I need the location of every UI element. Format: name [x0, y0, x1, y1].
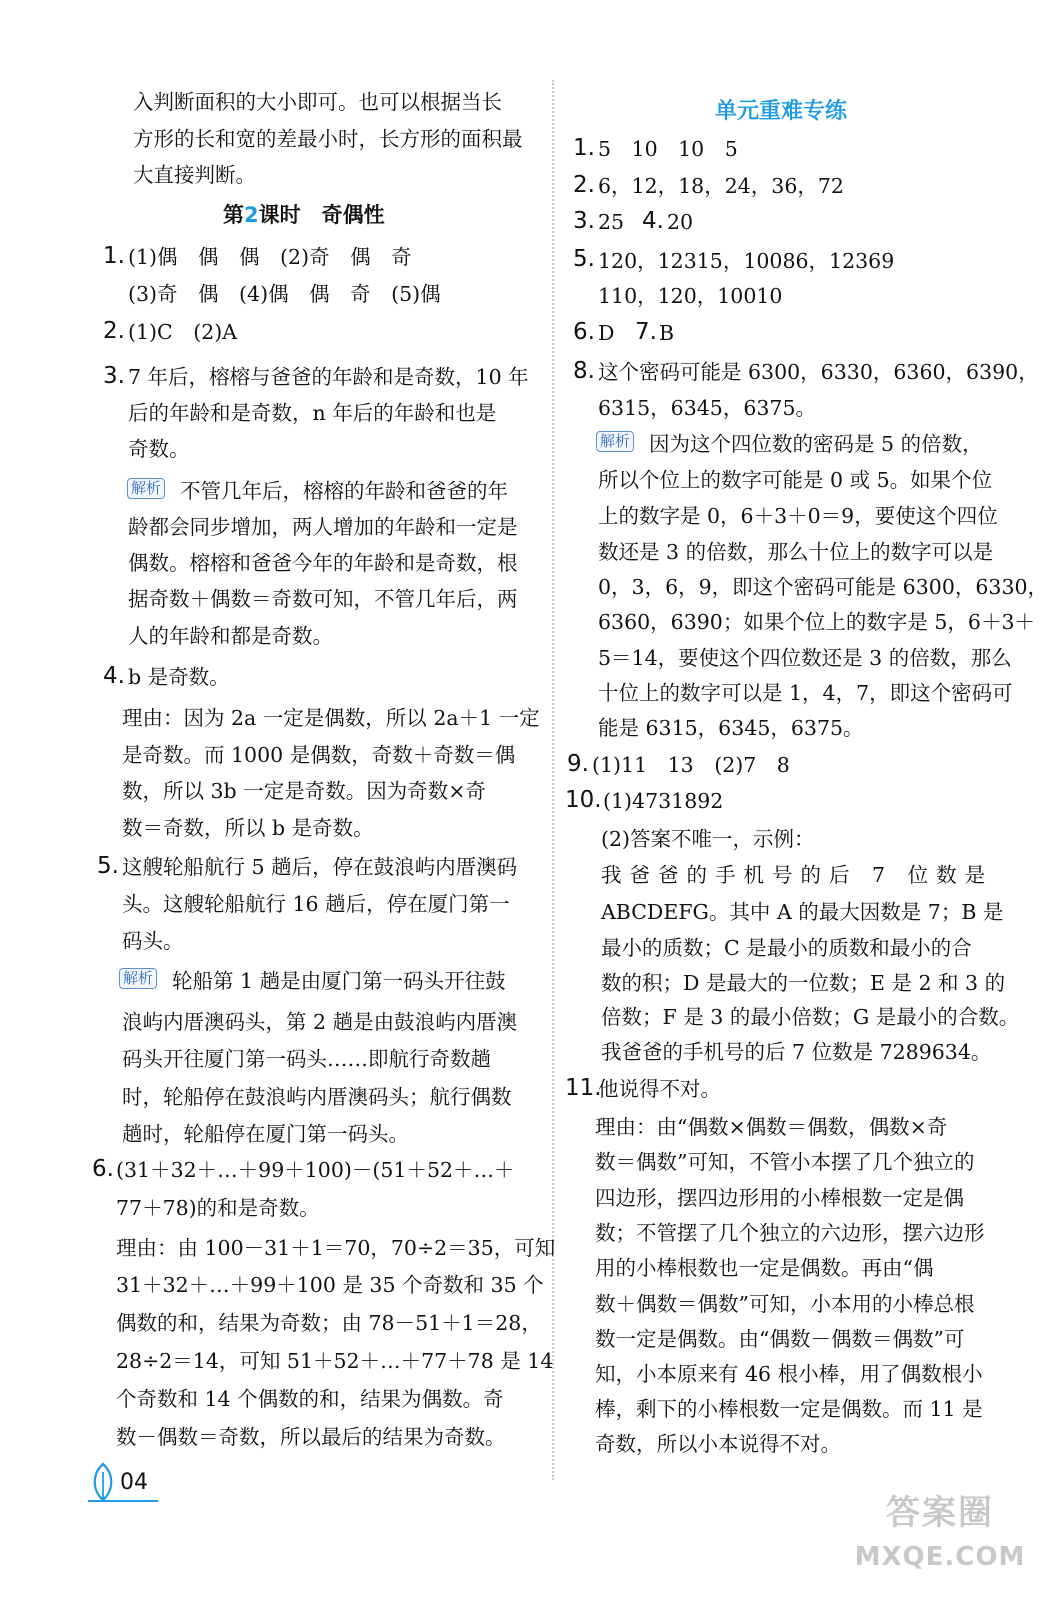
r-q3-number: 3. — [573, 208, 595, 234]
q6-line-2: 77＋78)的和是奇数。 — [116, 1196, 320, 1220]
q5-line-1: 这艘轮船航行 5 趟后，停在鼓浪屿内厝澳码 — [122, 855, 518, 879]
r-q11-line-10: 棒，剩下的小棒根数一定是偶数。而 11 是 — [595, 1397, 983, 1421]
r-q11-line-9: 知，小本原来有 46 根小棒，用了偶数根小 — [595, 1362, 983, 1386]
r-q11-line-4: 四边形，摆四边形用的小棒根数一定是偶 — [595, 1186, 964, 1210]
r-q11-line-7: 数＋偶数＝偶数”可知，小本用的小棒总根 — [595, 1292, 975, 1316]
q5-analysis-tag: 解析 — [119, 968, 157, 989]
q5-analysis-line-1: 轮船第 1 趟是由厦门第一码头开往鼓 — [172, 969, 506, 993]
page-number: 04 — [120, 1470, 148, 1495]
r-q8-analysis-line-5: 0，3，6，9，即这个密码可能是 6300，6330， — [598, 575, 1049, 599]
q1-line-1: (1)偶 偶 偶 (2)奇 偶 奇 — [128, 245, 412, 269]
watermark-logo — [850, 1485, 1030, 1585]
r-q8-line-1: 这个密码可能是 6300，6330，6360，6390， — [598, 360, 1039, 384]
q3-analysis-line-3: 偶数。榕榕和爸爸今年的年龄和是奇数，根 — [128, 551, 518, 575]
r-q10-line-6: 数的积；D 是最大的一位数；E 是 2 和 3 的 — [601, 971, 1006, 995]
r-q1-line-1: 5 10 10 5 — [598, 137, 738, 161]
q6-line-1: (31＋32＋…＋99＋100)－(51＋52＋…＋ — [116, 1158, 515, 1182]
r-q8-analysis-line-8: 十位上的数字可以是 1，4，7，即这个密码可 — [598, 681, 1013, 705]
q5-line-3: 码头。 — [122, 929, 184, 953]
r-q10-number: 10. — [565, 787, 602, 813]
r-q10-line-7: 倍数；F 是 3 的最小倍数；G 是最小的合数。 — [601, 1005, 1020, 1029]
q5-analysis-line-3: 码头开往厦门第一码头……即航行奇数趟 — [122, 1047, 491, 1071]
q6-line-8: 数－偶数＝奇数，所以最后的结果为奇数。 — [116, 1425, 506, 1449]
q5-number: 5. — [97, 853, 119, 879]
q4-line-3: 是奇数。而 1000 是偶数，奇数＋奇数＝偶 — [122, 743, 516, 767]
r-q2-line-1: 6，12，18，24，36，72 — [598, 174, 844, 198]
unit-heading: 单元重难专练 — [715, 99, 848, 124]
r-q11-line-3: 数＝偶数”可知，不管小本摆了几个独立的 — [595, 1150, 975, 1174]
r-q8-analysis-line-2: 所以个位上的数字可能是 0 或 5。如果个位 — [598, 468, 993, 492]
r-q8-analysis-line-7: 5＝14，要使这个四位数还是 3 的倍数，那么 — [598, 646, 1012, 670]
r-q8-line-2: 6315，6345，6375。 — [598, 396, 817, 420]
r-q11-line-2: 理由：由“偶数×偶数＝偶数，偶数×奇 — [595, 1115, 948, 1139]
q4-line-2: 理由：因为 2a 一定是偶数，所以 2a＋1 一定 — [122, 706, 540, 730]
watermark-text-1: 答案圈 — [886, 1493, 994, 1533]
r-q11-line-8: 数一定是偶数。由“偶数－偶数＝偶数”可 — [595, 1327, 965, 1351]
q4-line-1: b 是奇数。 — [128, 665, 230, 689]
q5-analysis-line-2: 浪屿内厝澳码头，第 2 趟是由鼓浪屿内厝澳 — [122, 1010, 518, 1034]
r-q11-line-6: 用的小棒根数也一定是偶数。再由“偶 — [595, 1256, 934, 1280]
q3-analysis-line-1: 不管几年后，榕榕的年龄和爸爸的年 — [180, 479, 508, 503]
watermark-text-2: MXQE.COM — [854, 1542, 1026, 1572]
r-q10-line-3: 我爸爸的手机号的后 7 位数是 — [601, 863, 994, 887]
lesson-heading-number: 2 — [244, 203, 259, 227]
q3-number: 3. — [103, 363, 125, 389]
r-q8-analysis-line-6: 6360，6390；如果个位上的数字是 5，6＋3＋ — [598, 610, 1035, 634]
q4-line-4: 数，所以 3b 一定是奇数。因为奇数×奇 — [122, 779, 486, 803]
q6-line-7: 个奇数和 14 个偶数的和，结果为偶数。奇 — [116, 1387, 504, 1411]
r-q10-line-1: (1)4731892 — [603, 789, 724, 813]
r-q7-number: 7. — [635, 319, 657, 345]
r-q4-line-1: 20 — [667, 210, 694, 234]
q2-line-1: (1)C (2)A — [128, 320, 238, 344]
intro-line-3: 大直接判断。 — [133, 163, 256, 187]
q3-line-1: 7 年后，榕榕与爸爸的年龄和是奇数，10 年 — [128, 365, 529, 389]
q6-number: 6. — [92, 1156, 114, 1182]
r-q4-number: 4. — [642, 208, 664, 234]
r-q9-number: 9. — [567, 751, 589, 777]
q5-analysis-line-5: 趟时，轮船停在厦门第一码头。 — [122, 1122, 409, 1146]
r-q2-number: 2. — [573, 172, 595, 198]
intro-line-2: 方形的长和宽的差最小时，长方形的面积最 — [133, 127, 523, 151]
r-q1-number: 1. — [573, 135, 595, 161]
q1-line-2: (3)奇 偶 (4)偶 偶 奇 (5)偶 — [128, 282, 441, 306]
q5-analysis-line-4: 时，轮船停在鼓浪屿内厝澳码头；航行偶数 — [122, 1085, 512, 1109]
r-q6-line-1: D — [598, 321, 615, 345]
r-q11-line-11: 奇数，所以小本说得不对。 — [595, 1432, 841, 1456]
q4-line-5: 数＝奇数，所以 b 是奇数。 — [122, 816, 374, 840]
q3-analysis-line-2: 龄都会同步增加，两人增加的年龄和一定是 — [128, 515, 518, 539]
q3-line-3: 奇数。 — [128, 437, 190, 461]
q3-analysis-line-4: 据奇数＋偶数＝奇数可知，不管几年后，两 — [128, 587, 518, 611]
q3-line-2: 后的年龄和是奇数，n 年后的年龄和也是 — [128, 401, 497, 425]
r-q3-line-1: 25 — [598, 210, 625, 234]
r-q11-number: 11. — [565, 1075, 602, 1101]
r-q8-analysis-line-3: 上的数字是 0，6＋3＋0＝9，要使这个四位 — [598, 504, 998, 528]
r-q7-line-1: B — [659, 321, 675, 345]
q4-number: 4. — [103, 663, 125, 689]
column-divider — [552, 80, 554, 1480]
q3-analysis-tag: 解析 — [127, 478, 165, 499]
q1-number: 1. — [103, 243, 125, 269]
r-q5-line-2: 110，120，10010 — [598, 284, 783, 308]
intro-line-1: 入判断面积的大小即可。也可以根据当长 — [133, 90, 502, 114]
r-q8-number: 8. — [573, 358, 595, 384]
q6-line-3: 理由：由 100－31＋1＝70，70÷2＝35，可知 — [116, 1236, 556, 1260]
lesson-heading — [223, 205, 385, 226]
leaf-icon — [88, 1462, 118, 1502]
r-q8-analysis-line-4: 数还是 3 的倍数，那么十位上的数字可以是 — [598, 540, 994, 564]
q3-analysis-line-5: 人的年龄和都是奇数。 — [128, 624, 333, 648]
r-q10-line-2: (2)答案不唯一，示例： — [601, 827, 815, 851]
r-q5-line-1: 120，12315，10086，12369 — [598, 249, 895, 273]
q6-line-5: 偶数的和，结果为奇数；由 78－51＋1＝28， — [116, 1311, 542, 1335]
lesson-heading-pre: 第 — [223, 203, 244, 227]
q5-line-2: 头。这艘轮船航行 16 趟后，停在厦门第一 — [122, 892, 510, 916]
r-q6-number: 6. — [573, 319, 595, 345]
q6-line-6: 28÷2＝14，可知 51＋52＋…＋77＋78 是 14 — [116, 1349, 554, 1373]
r-q11-line-5: 数；不管摆了几个独立的六边形，摆六边形 — [595, 1221, 985, 1245]
footer-rule — [88, 1500, 158, 1502]
q2-number: 2. — [103, 318, 125, 344]
r-q8-analysis-tag: 解析 — [596, 431, 634, 452]
r-q8-analysis-line-1: 因为这个四位数的密码是 5 的倍数， — [649, 432, 983, 456]
r-q10-line-4: ABCDEFG。其中 A 的最大因数是 7；B 是 — [601, 900, 1004, 924]
r-q11-line-1: 他说得不对。 — [598, 1077, 721, 1101]
r-q10-line-8: 我爸爸的手机号的后 7 位数是 7289634。 — [601, 1040, 992, 1064]
q6-line-4: 31＋32＋…＋99＋100 是 35 个奇数和 35 个 — [116, 1273, 544, 1297]
r-q5-number: 5. — [573, 246, 595, 272]
r-q9-line-1: (1)11 13 (2)7 8 — [592, 753, 790, 777]
r-q8-analysis-line-9: 能是 6315，6345，6375。 — [598, 716, 864, 740]
lesson-heading-post: 课时 奇偶性 — [258, 203, 385, 227]
r-q10-line-5: 最小的质数；C 是最小的质数和最小的合 — [601, 936, 972, 960]
